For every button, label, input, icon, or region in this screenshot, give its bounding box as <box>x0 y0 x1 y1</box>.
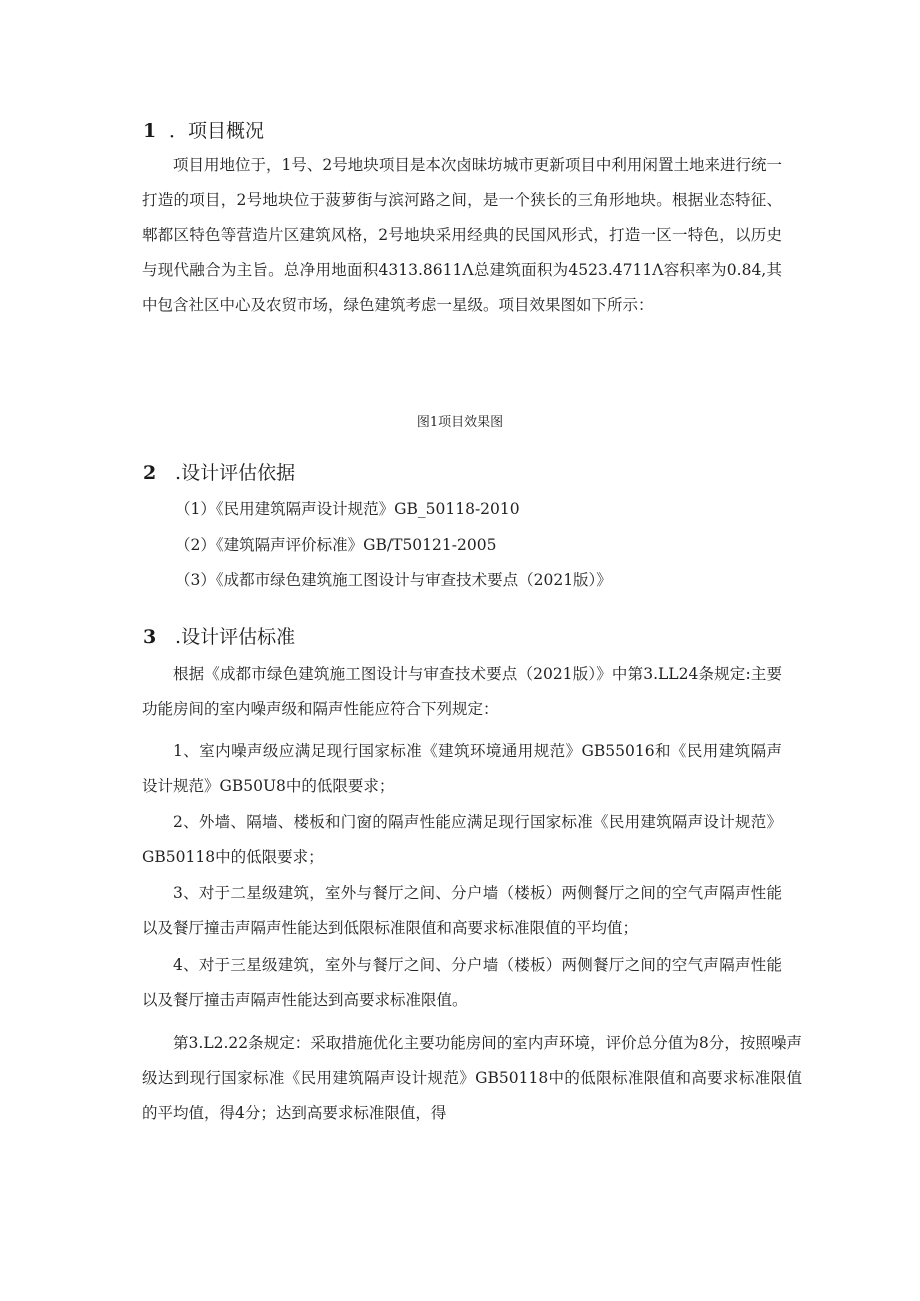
standard-item: 2、外墙、隔墙、楼板和门窗的隔声性能应满足现行国家标准《民用建筑隔声设计规范》GB50118中的低限要求； <box>142 813 782 866</box>
reference-item: （2）《建筑隔声评价标准》GB/T50121-2005 <box>175 536 497 554</box>
standard-item: 1、室内噪声级应满足现行国家标准《建筑环境通用规范》GB55016和《民用建筑隔声设计规范》GB50U8中的低限要求； <box>142 742 782 795</box>
standard-item: 4、对于三星级建筑，室外与餐厅之间、分户墙（楼板）两侧餐厅之间的空气声隔声性能以及餐厅撞击声隔声性能达到高要求标准限值。 <box>142 956 782 1009</box>
section-3-heading <box>143 624 295 650</box>
figure-caption: 图1项目效果图 <box>416 415 504 430</box>
section-title: .设计评估标准 <box>175 626 296 648</box>
section-2-heading <box>143 460 295 486</box>
section-title: ．项目概况 <box>169 120 265 142</box>
reference-item: （1）《民用建筑隔声设计规范》GB_50118-2010 <box>175 500 520 518</box>
section-title: .设计评估依据 <box>175 462 296 484</box>
section-number: 1 <box>143 120 157 142</box>
section-1-heading <box>143 118 264 144</box>
standards-intro: 根据《成都市绿色建筑施工图设计与审查技术要点（2021版）》中第3.LL24条规定:主要功能房间的室内噪声级和隔声性能应符合下列规定： <box>142 665 782 718</box>
scoring-paragraph: 第3.L2.22条规定：采取措施优化主要功能房间的室内声环境，评价总分值为8分，按照噪声级达到现行国家标准《民用建筑隔声设计规范》GB50118中的低限标准限值和高要求标准限值的平均值，得4分；达到高要求标准限值，得 <box>142 1034 802 1122</box>
section-number: 3 <box>143 626 157 648</box>
section-number: 2 <box>143 462 157 484</box>
overview-paragraph: 项目用地位于，1号、2号地块项目是本次卤昧坊城市更新项目中利用闲置土地来进行统一打造的项目，2号地块位于菠萝街与滨河路之间，是一个狭长的三角形地块。根据业态特征、郫都区特色等营造片区建筑风格，2号地块采用经典的民国风形式，打造一区一特色，以历史与现代融合为主旨。总净用地面积4313.8611Λ总建筑面积为4523.4711Λ容积率为0.84,其中包含社区中心及农贸市场，绿色建筑考虑一星级。项目效果图如下所示： <box>142 156 782 314</box>
reference-item: （3）《成都市绿色建筑施工图设计与审查技术要点（2021版）》 <box>175 571 612 589</box>
standard-item: 3、对于二星级建筑，室外与餐厅之间、分户墙（楼板）两侧餐厅之间的空气声隔声性能以及餐厅撞击声隔声性能达到低限标准限值和高要求标准限值的平均值； <box>142 884 782 937</box>
